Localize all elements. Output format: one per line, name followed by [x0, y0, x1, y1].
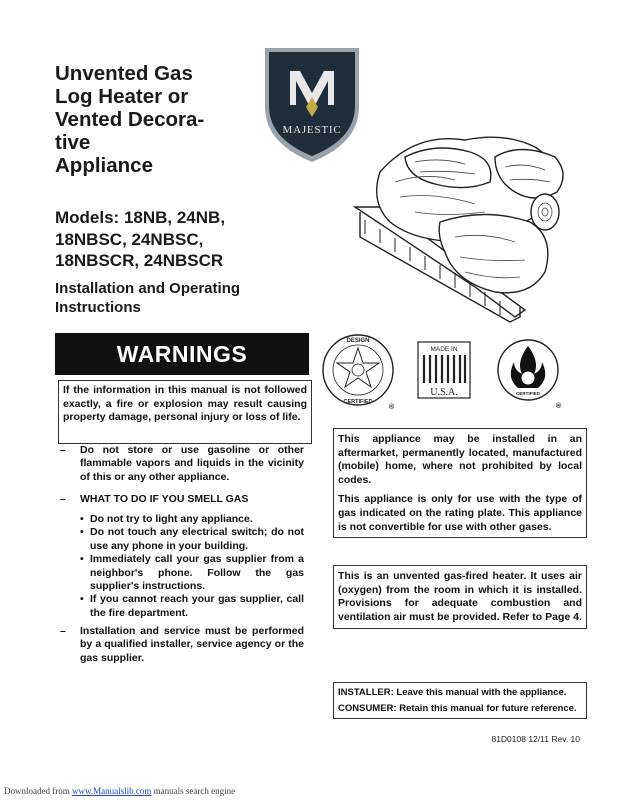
design-label: DESIGN — [346, 338, 370, 344]
bullet-dot: • — [80, 593, 84, 606]
download-footer — [4, 786, 235, 796]
title-line: Vented Decora- — [55, 108, 205, 131]
subtitle-line: Instructions — [55, 299, 141, 316]
footer-prefix: Downloaded from — [4, 786, 72, 796]
bullet-item: • Immediately call your gas supplier from a neighbor's phone. Follow the gas supplier's instructions. — [80, 553, 304, 593]
document-title — [55, 62, 290, 177]
made-in-usa-mark — [418, 342, 470, 398]
warning-text: Installation and service must be performed by a qualified installer, service agency or the gas supplier. — [80, 625, 304, 664]
usa-label: U.S.A. — [430, 387, 458, 398]
manualslib-link[interactable]: www.Manualslib.com — [71, 786, 152, 796]
installer-notice: INSTALLER: Leave this manual with the appliance. — [338, 687, 567, 698]
bullet-dot: • — [80, 553, 84, 566]
registered-mark: ® — [389, 404, 395, 411]
gas-type-notice: This appliance is only for use with the type of gas indicated on the rating plate. This appliance is not convertible for use with other gases. — [338, 493, 582, 533]
footer-suffix: manuals search engine — [151, 786, 236, 796]
title-line: Unvented Gas — [55, 62, 193, 85]
dash-marker: – — [60, 493, 66, 505]
bullet-item: • Do not try to light any appliance. — [80, 513, 253, 525]
models-line: 18NBSC, 24NBSC, — [55, 229, 204, 249]
warning-intro-box: If the information in this manual is not followed exactly, a fire or explosion may result causing property damage, personal injury or loss of life. — [58, 380, 312, 444]
warning-item-smell-gas — [60, 493, 304, 506]
bullet-dot: • — [80, 526, 84, 539]
design-certified-seal — [323, 335, 395, 411]
made-in-label: MADE IN — [430, 346, 458, 353]
dash-marker: – — [60, 625, 66, 637]
model-list — [55, 207, 295, 272]
title-line: tive — [55, 131, 91, 154]
bullet-item: • Do not touch any electrical switch; do not use any phone in your building. — [80, 526, 304, 552]
subtitle-line: Installation and Operating — [55, 280, 241, 297]
logo-brand: MAJESTIC — [282, 124, 342, 136]
title-line: Log Heater or — [55, 85, 189, 108]
installation-notice-box — [333, 428, 587, 538]
warning-item-storage — [60, 444, 304, 484]
document-subtitle — [55, 279, 295, 317]
gas-smell-bullets — [60, 513, 304, 620]
document-number: 81D0108 12/11 Rev. 10 — [491, 734, 580, 744]
warnings-header: WARNINGS — [55, 333, 309, 375]
unvented-heater-notice: This is an unvented gas-fired heater. It uses air (oxygen) from the room in which it is installed. Provisions for adequate combustion and ventilation air must be provided. Refer to Page 4. — [333, 565, 587, 629]
registered-mark: ® — [556, 403, 562, 410]
gas-log-set-illustration — [345, 112, 570, 327]
warning-item-installation — [60, 625, 304, 665]
manual-retention-notice — [333, 682, 587, 719]
title-line: Appliance — [55, 154, 153, 177]
consumer-notice: CONSUMER: Retain this manual for future reference. — [338, 703, 577, 714]
bullet-item: • If you cannot reach your gas supplier, call the fire department. — [80, 593, 304, 619]
bullet-dot: • — [80, 513, 84, 525]
dash-marker: – — [60, 444, 66, 456]
log-end — [531, 194, 559, 230]
aftermarket-notice: This appliance may be installed in an aftermarket, permanently located, manufactured (mobile) home, where not prohibited by local codes. — [338, 433, 582, 486]
models-line: Models: 18NB, 24NB, — [55, 208, 226, 227]
warning-text: Do not store or use gasoline or other flammable vapors and liquids in the vicinity of this or any other appliance. — [80, 444, 304, 483]
models-line: 18NBSCR, 24NBSCR — [55, 251, 224, 270]
certification-marks — [318, 328, 580, 422]
design-certified-label: CERTIFIED — [343, 399, 373, 405]
warning-text: WHAT TO DO IF YOU SMELL GAS — [80, 493, 249, 505]
csa-certified-mark — [498, 340, 562, 410]
csa-certified-label: CERTIFIED — [516, 391, 540, 396]
